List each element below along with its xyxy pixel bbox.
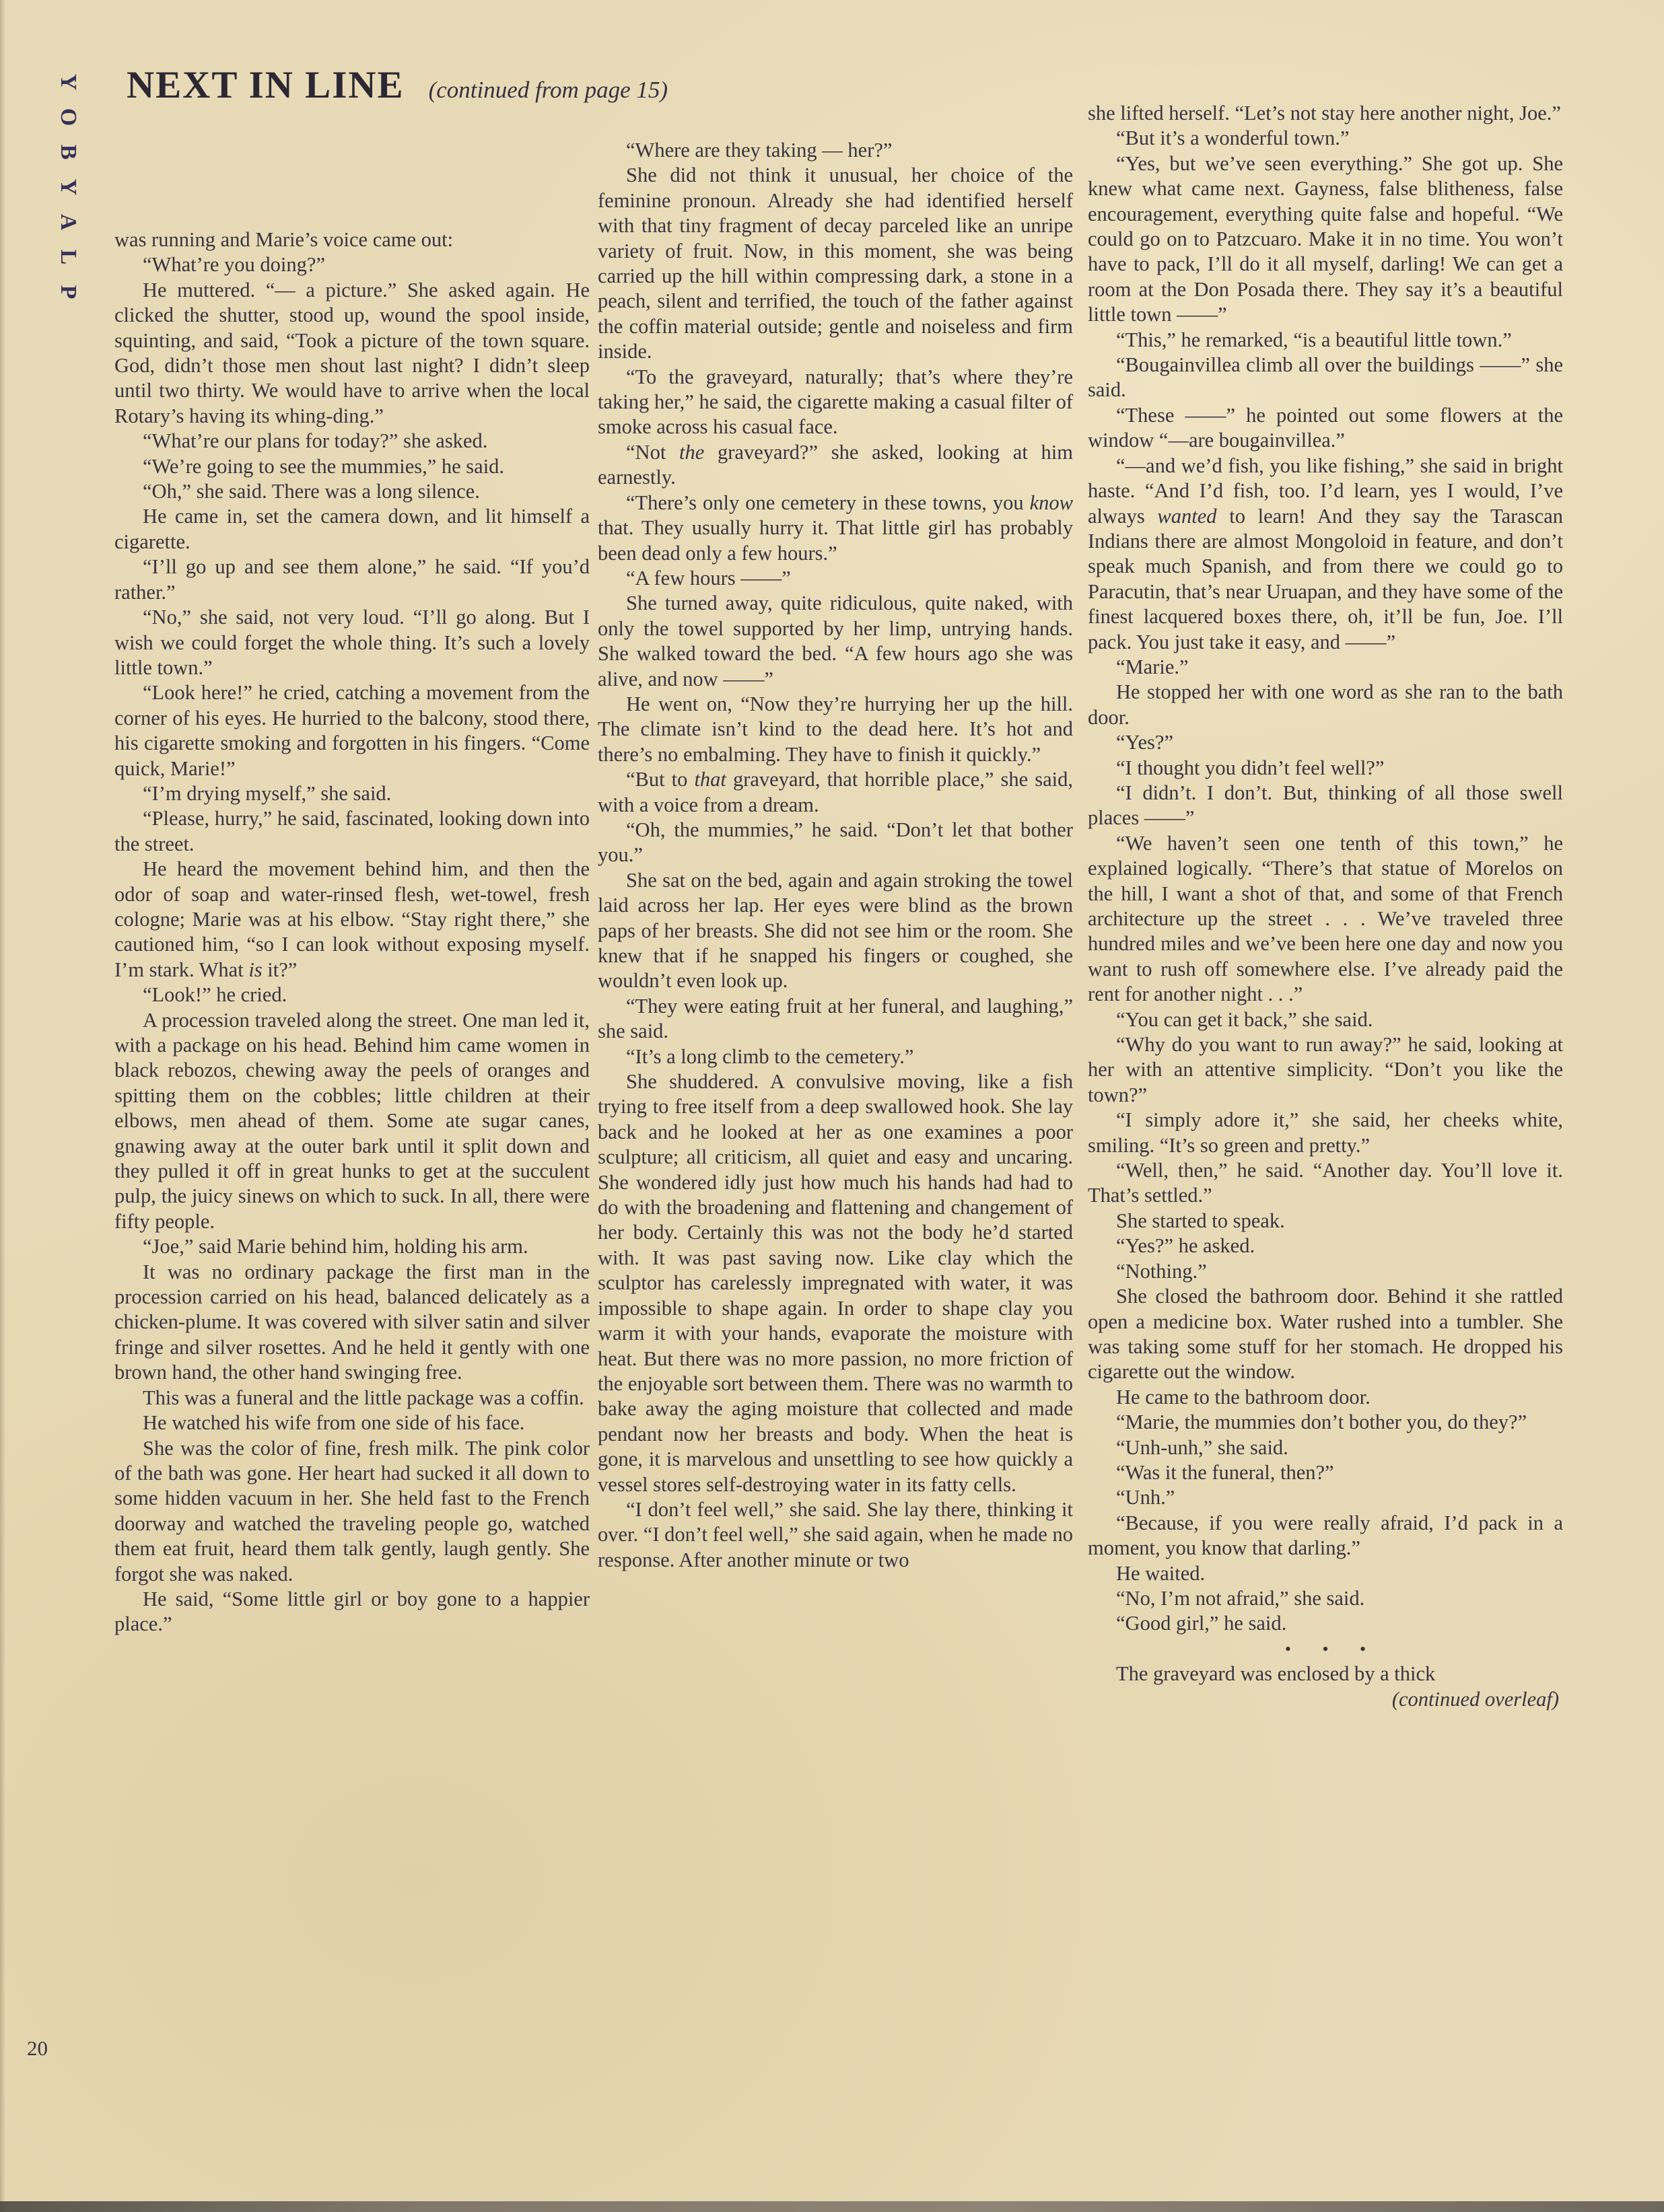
story-paragraph: “—and we’d fish, you like fishing,” she said in bright haste. “And I’d fish, too. I’d learn, yes I would, I’ve always wanted to learn! And they say the Tarascan Indians there are almost Mongoloid in feature, and don’t speak much Spanish, and from there we could go to Paracutin, that’s near Uruapan, and they have some of the finest lacquered boxes there, oh, it’ll be fun, Joe. I’ll pack. You just take it easy, and ——” bbox=[1088, 454, 1564, 653]
story-paragraph: He came in, set the camera down, and lit himself a cigarette. bbox=[114, 505, 590, 553]
story-paragraph: “I simply adore it,” she said, her cheeks white, smiling. “It’s so green and pretty.” bbox=[1088, 1108, 1563, 1157]
story-paragraph: She turned away, quite ridiculous, quite naked, with only the towel supported by her limp, untrying hands. She walked toward the bed. “A few hours ago she was alive, and now ——” bbox=[598, 592, 1073, 690]
story-paragraph: “These ——” he pointed out some flowers at the window “—are bougainvillea.” bbox=[1088, 403, 1563, 452]
page-bottom-edge bbox=[0, 2201, 1664, 2212]
story-paragraph: was running and Marie’s voice came out: bbox=[114, 228, 454, 251]
story-paragraph: “No,” she said, not very loud. “I’ll go along. But I wish we could forget the whole thing. It’s such a lovely little town.” bbox=[114, 606, 590, 679]
story-paragraph: “Bougainvillea climb all over the buildings ——” she said. bbox=[1088, 353, 1563, 402]
story-paragraph: “Unh-unh,” she said. bbox=[1116, 1435, 1288, 1459]
story-paragraph: “Yes, but we’ve seen everything.” She got up. She knew what came next. Gayness, false blitheness, false encouragement, everything quite false and hopeful. “We could go on to Patzcuaro. Make it in no time. You won’t have to pack, I’ll do it all myself, darling! We can get a room at the Don Posada there. They say it’s a beautiful little town ——” bbox=[1088, 151, 1563, 326]
story-paragraph: “You can get it back,” she said. bbox=[1116, 1007, 1373, 1031]
story-paragraph: “Marie, the mummies don’t bother you, do they?” bbox=[1116, 1411, 1527, 1434]
section-separator: • • • bbox=[1284, 1639, 1366, 1659]
story-paragraph: “Look!” he cried. bbox=[143, 983, 287, 1007]
story-paragraph: “Why do you want to run away?” he said, looking at her with an attentive simplicity. “Don’t you like the town?” bbox=[1088, 1033, 1563, 1106]
spine-letter: A bbox=[56, 213, 81, 231]
story-paragraph: “Oh,” she said. There was a long silence. bbox=[143, 480, 480, 503]
story-paragraph: “This,” he remarked, “is a beautiful little town.” bbox=[1116, 328, 1512, 351]
story-paragraph: “Joe,” said Marie behind him, holding his arm. bbox=[143, 1235, 528, 1258]
story-paragraph: “A few hours ——” bbox=[626, 566, 791, 590]
story-paragraph: “But to that graveyard, that horrible place,” she said, with a voice from a dream. bbox=[598, 768, 1073, 816]
story-paragraph: “We’re going to see the mummies,” he said. bbox=[143, 454, 505, 478]
article-header bbox=[127, 63, 668, 107]
story-paragraph: “Nothing.” bbox=[1116, 1259, 1207, 1283]
story-paragraph: “Yes?” he asked. bbox=[1116, 1234, 1255, 1258]
spine-letter: O bbox=[56, 108, 81, 127]
story-column-3 bbox=[1088, 101, 1563, 1712]
story-paragraph: The graveyard was enclosed by a thick bbox=[1116, 1662, 1436, 1686]
story-paragraph: “We haven’t seen one tenth of this town,” he explained logically. “There’s that statue of Morelos on the hill, I want a shot of that, and some of that French architecture up the street . . . We’ve traveled three hundred miles and we’ve been here one day and now you want to rush off somewhere else. I’ve already paid the rent for another night . . .” bbox=[1088, 831, 1563, 1006]
spine-letter: L bbox=[56, 249, 81, 265]
story-paragraph: He went on, “Now they’re hurrying her up the hill. The climate isn’t kind to the dead here. It’s hot and there’s no embalming. They have to finish it quickly.” bbox=[598, 692, 1073, 766]
page-title: NEXT IN LINE bbox=[127, 64, 405, 106]
story-column-1 bbox=[114, 227, 590, 1637]
page-left-edge-shadow bbox=[0, 0, 5, 2212]
story-paragraph: “Oh, the mummies,” he said. “Don’t let that bother you.” bbox=[598, 818, 1073, 867]
story-paragraph: “Where are they taking — her?” bbox=[626, 139, 893, 162]
story-paragraph: He heard the movement behind him, and then the odor of soap and water-rinsed flesh, wet-towel, fresh cologne; Marie was at his elbow. “Stay right there,” she cautioned him, “so I can look without exposing myself. I’m stark. What is it?” bbox=[114, 857, 590, 981]
story-paragraph: He waited. bbox=[1116, 1561, 1206, 1585]
story-paragraph: She shuddered. A convulsive moving, like a fish trying to free itself from a deep swallowed hook. She lay back and he looked at her as one examines a poor sculpture; all criticism, all quiet and easy and uncaring. She wondered idly just how much his hands had had to do with the broadening and flattening and changement of her body. Certainly this was not the body he’d started with. It was past saving now. Like clay which the sculptor has carelessly impregnated with water, it was impossible to shape again. In order to shape clay you warm it with your hands, evaporate the moisture with heat. But there was no more passion, no more friction of the enjoyable sort between them. There was no warmth to bake away the aging moisture that collected and made pendant now her breasts and body. When the heat is gone, it is marvelous and unsettling to see how quickly a vessel stores self-destroying water in its fatty cells. bbox=[598, 1070, 1073, 1496]
story-paragraph: She closed the bathroom door. Behind it she rattled open a medicine box. Water rushed into a tumbler. She was taking some stuff for her stomach. He dropped his cigarette out the window. bbox=[1088, 1285, 1563, 1384]
story-paragraph: “I thought you didn’t feel well?” bbox=[1116, 756, 1385, 779]
story-paragraph: “Not the graveyard?” she asked, looking at him earnestly. bbox=[598, 440, 1073, 489]
story-paragraph: she lifted herself. “Let’s not stay here another night, Joe.” bbox=[1088, 102, 1561, 124]
story-paragraph: “There’s only one cemetery in these towns, you know that. They usually hurry it. That little girl has probably been dead only a few hours.” bbox=[598, 491, 1073, 565]
story-paragraph: He said, “Some little girl or boy gone to a happier place.” bbox=[114, 1587, 590, 1636]
story-paragraph: “Unh.” bbox=[1116, 1486, 1175, 1509]
story-paragraph: “Was it the funeral, then?” bbox=[1116, 1460, 1334, 1484]
story-paragraph: “I didn’t. I don’t. But, thinking of all those swell places ——” bbox=[1088, 781, 1563, 830]
story-paragraph: “Please, hurry,” he said, fascinated, looking down into the street. bbox=[114, 807, 590, 855]
story-paragraph: “Yes?” bbox=[1116, 731, 1173, 754]
story-paragraph: “I’m drying myself,” she said. bbox=[143, 781, 392, 805]
story-paragraph: He watched his wife from one side of his face. bbox=[143, 1411, 525, 1435]
story-paragraph: She did not think it unusual, her choice of the feminine pronoun. Already she had identified herself with that tiny fragment of decay parceled like an unripe variety of fruit. Now, in this moment, she was being carried up the hill within compressing dark, a stone in a peach, silent and terrified, the touch of the father against the coffin material outside; gentle and noiseless and firm inside. bbox=[598, 164, 1073, 363]
story-paragraph: “I don’t feel well,” she said. She lay there, thinking it over. “I don’t feel well,” she said again, when he made no response. After another minute or two bbox=[598, 1497, 1073, 1571]
story-paragraph: A procession traveled along the street. One man led it, with a package on his head. Behind him came women in black rebozos, chewing away the peels of oranges and spitting them on the cobbles; little children at their elbows, men ahead of them. Some ate sugar canes, gnawing away at the outer bark until it split down and they pulled it off in great hunks to get at the succulent pulp, the juicy sinews on which to suck. In all, there were fifty people. bbox=[114, 1008, 590, 1233]
spine-letter: P bbox=[56, 285, 81, 299]
spine-letter: B bbox=[56, 144, 81, 160]
story-paragraph: She started to speak. bbox=[1116, 1209, 1285, 1232]
story-paragraph: He stopped her with one word as she ran to the bath door. bbox=[1088, 680, 1563, 729]
story-paragraph: He came to the bathroom door. bbox=[1116, 1385, 1371, 1408]
story-paragraph: He muttered. “— a picture.” She asked again. He clicked the shutter, stood up, wound the spool inside, squinting, and said, “Took a picture of the town square. God, didn’t those men shout last night? I didn’t sleep until two thirty. We would have to arrive when the local Rotary’s having its whing-ding.” bbox=[114, 278, 590, 427]
continued-overleaf-note: (continued overleaf) bbox=[1391, 1687, 1559, 1711]
story-paragraph: It was no ordinary package the first man in the procession carried on his head, balanced delicately as a chicken-plume. It was covered with silver satin and silver fringe and silver rosettes. And he held it gently with one brown hand, the other hand swinging free. bbox=[114, 1260, 590, 1384]
magazine-spine-text bbox=[55, 70, 81, 304]
story-column-2 bbox=[598, 138, 1073, 1573]
story-paragraph: “Marie.” bbox=[1116, 655, 1189, 678]
story-paragraph: “But it’s a wonderful town.” bbox=[1116, 127, 1350, 150]
story-paragraph: “What’re you doing?” bbox=[143, 253, 325, 277]
spine-letter: Y bbox=[56, 73, 81, 91]
page-number: 20 bbox=[27, 2036, 48, 2060]
story-paragraph: She was the color of fine, fresh milk. The pink color of the bath was gone. Her heart had sucked it all down to some hidden vacuum in her. She held fast to the French doorway and watched the traveling people go, watched them eat fruit, heard them talk gently, laugh gently. She forgot she was naked. bbox=[114, 1436, 590, 1585]
spine-letter: Y bbox=[56, 178, 81, 196]
story-paragraph: “No, I’m not afraid,” she said. bbox=[1116, 1586, 1365, 1610]
story-paragraph: “Look here!” he cried, catching a movement from the corner of his eyes. He hurried to the balcony, stood there, his cigarette smoking and forgotten in his fingers. “Come quick, Marie!” bbox=[114, 681, 590, 780]
story-paragraph: “It’s a long climb to the cemetery.” bbox=[626, 1044, 914, 1068]
story-paragraph: She sat on the bed, again and again stroking the towel laid across her lap. Her eyes were blind as the brown paps of her breasts. She did not see him or the room. She knew that if he snapped his fingers or coughed, she wouldn’t even look up. bbox=[598, 868, 1073, 993]
story-paragraph: “What’re our plans for today?” she asked. bbox=[143, 429, 488, 453]
story-paragraph: “I’ll go up and see them alone,” he said. “If you’d rather.” bbox=[114, 555, 590, 604]
story-paragraph: “Well, then,” he said. “Another day. You’ll love it. That’s settled.” bbox=[1088, 1159, 1563, 1207]
story-paragraph: “They were eating fruit at her funeral, and laughing,” she said. bbox=[598, 994, 1073, 1043]
story-paragraph: “Because, if you were really afraid, I’d pack in a moment, you know that darling.” bbox=[1088, 1511, 1563, 1560]
story-paragraph: “To the graveyard, naturally; that’s where they’re taking her,” he said, the cigarette making a casual filter of smoke across his casual face. bbox=[598, 365, 1073, 439]
story-paragraph: “Good girl,” he said. bbox=[1116, 1612, 1287, 1635]
story-paragraph: This was a funeral and the little package was a coffin. bbox=[143, 1386, 584, 1409]
continued-from-note: (continued from page 15) bbox=[428, 77, 668, 103]
